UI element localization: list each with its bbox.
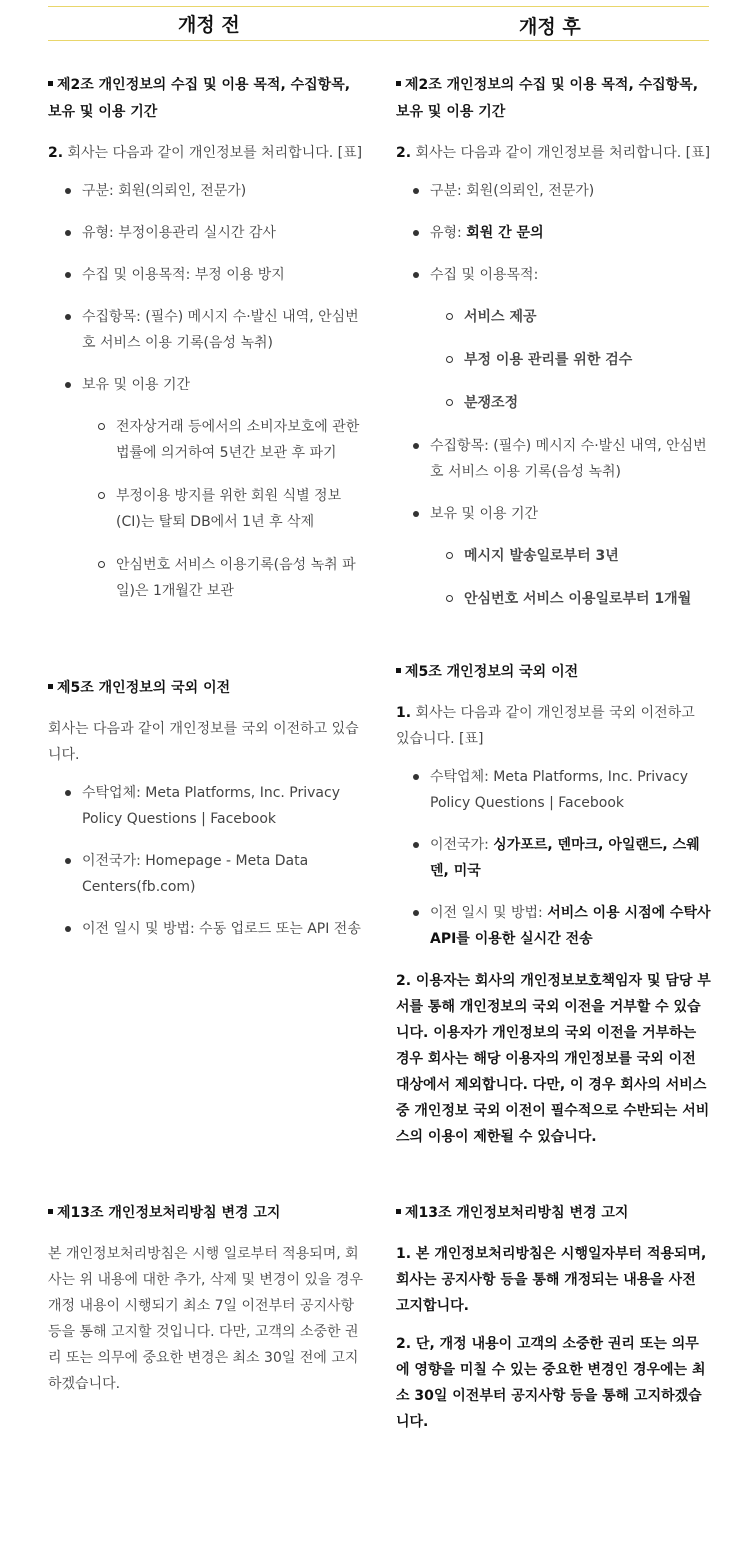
- paragraph-2: 2. 회사는 다음과 같이 개인정보를 처리합니다. [표]: [48, 145, 363, 161]
- sublist-item: 전자상거래 등에서의 소비자보호에 관한 법률에 의거하여 5년간 보관 후 파기: [116, 414, 363, 466]
- header-before: 개정 전: [178, 14, 240, 36]
- square-bullet-icon: [48, 684, 53, 689]
- sublist-purpose: [430, 304, 711, 416]
- square-bullet-icon: [396, 81, 401, 86]
- header-after: 개정 후: [519, 16, 581, 38]
- square-bullet-icon: [48, 81, 53, 86]
- list-item: 구분: 회원(의뢰인, 전문가): [82, 178, 363, 204]
- list-article-5: [396, 764, 711, 952]
- square-bullet-icon: [396, 1209, 401, 1214]
- paragraph-transfer-1: 1. 회사는 다음과 같이 개인정보를 국외 이전하고 있습니다. [표]: [396, 705, 695, 747]
- list-article-2: [48, 178, 363, 604]
- paragraph-transfer-2: 2. 이용자는 회사의 개인정보보호책임자 및 담당 부서를 통해 개인정보의 국외 이전을 거부할 수 있습니다. 이용자가 개인정보의 국외 이전을 거부하는 경우 회사는 해당 이용자의 개인정보를 국외 이전 대상에서 제외합니다. 다만, 이 경우 회사의 서비스 중 개인정보 국외 이전이 필수적으로 수반되는 서비스의 이용이 제한될 수 있습니다.: [396, 973, 711, 1145]
- column-before: [48, 72, 363, 1409]
- section-title-article-13: 제13조 개인정보처리방침 변경 고지: [396, 1200, 711, 1227]
- header-bottom-rule: [48, 40, 709, 41]
- paragraph-transfer: 회사는 다음과 같이 개인정보를 국외 이전하고 있습니다.: [48, 721, 359, 763]
- sublist-item: 서비스 제공: [464, 304, 711, 330]
- list-article-2: [396, 178, 711, 612]
- list-item: 수탁업체: Meta Platforms, Inc. Privacy Policy Questions | Facebook: [430, 764, 711, 816]
- sublist-item: 안심번호 서비스 이용기록(음성 녹취 파일)은 1개월간 보관: [116, 552, 363, 604]
- paragraph-2: 2. 회사는 다음과 같이 개인정보를 처리합니다. [표]: [396, 145, 711, 161]
- list-item-retention: 보유 및 이용 기간 메시지 발송일로부터 3년 안심번호 서비스 이용일로부터 1개월: [430, 501, 711, 612]
- list-item: 수탁업체: Meta Platforms, Inc. Privacy Policy Questions | Facebook: [82, 780, 363, 832]
- list-item-purpose: 수집 및 이용목적: 서비스 제공 부정 이용 관리를 위한 검수 분쟁조정: [430, 262, 711, 416]
- header-top-rule: [48, 6, 709, 7]
- list-item: 이전 일시 및 방법: 수동 업로드 또는 API 전송: [82, 916, 363, 942]
- list-article-5: [48, 780, 363, 942]
- sublist-item: 부정이용 방지를 위한 회원 식별 정보(CI)는 탈퇴 DB에서 1년 후 삭제: [116, 483, 363, 535]
- list-item: 수집항목: (필수) 메시지 수·발신 내역, 안심번호 서비스 이용 기록(음성 녹취): [430, 433, 711, 485]
- section-title-article-2: 제2조 개인정보의 수집 및 이용 목적, 수집항목, 보유 및 이용 기간: [48, 77, 351, 120]
- paragraph-notice-2: 2. 단, 개정 내용이 고객의 소중한 권리 또는 의무에 영향을 미칠 수 있는 중요한 변경인 경우에는 최소 30일 이전부터 공지사항 등을 통해 고지하겠습니다.: [396, 1336, 706, 1430]
- square-bullet-icon: [48, 1209, 53, 1214]
- sublist-item: 메시지 발송일로부터 3년: [464, 543, 711, 569]
- square-bullet-icon: [396, 668, 401, 673]
- paragraph-notice-1: 1. 본 개인정보처리방침은 시행일자부터 적용되며, 회사는 공지사항 등을 통해 개정되는 내용을 사전 고지합니다.: [396, 1246, 707, 1314]
- list-item: 수집항목: (필수) 메시지 수·발신 내역, 안심번호 서비스 이용 기록(음성 녹취): [82, 304, 363, 356]
- list-item: 이전국가: 싱가포르, 덴마크, 아일랜드, 스웨덴, 미국: [430, 832, 711, 884]
- section-title-article-5: 제5조 개인정보의 국외 이전: [48, 675, 363, 702]
- list-item: 구분: 회원(의뢰인, 전문가): [430, 178, 711, 204]
- sublist-retention: [430, 543, 711, 612]
- paragraph-notice: 본 개인정보처리방침은 시행 일로부터 적용되며, 회사는 위 내용에 대한 추가, 삭제 및 변경이 있을 경우 개정 내용이 시행되기 최소 7일 이전부터 공지사항 등을 통해 고지할 것입니다. 다만, 고객의 소중한 권리 또는 의무에 중요한 변경은 최소 30일 전에 고지하겠습니다.: [48, 1246, 363, 1392]
- column-after: [396, 72, 711, 1447]
- list-item: 수집 및 이용목적: 부정 이용 방지: [82, 262, 363, 288]
- section-title-article-5: 제5조 개인정보의 국외 이전: [396, 659, 711, 686]
- list-item: 이전 일시 및 방법: 서비스 이용 시점에 수탁사 API를 이용한 실시간 전송: [430, 900, 711, 952]
- list-item: 이전국가: Homepage - Meta Data Centers(fb.com): [82, 848, 363, 900]
- sublist-item: 안심번호 서비스 이용일로부터 1개월: [464, 586, 711, 612]
- section-title-article-2: 제2조 개인정보의 수집 및 이용 목적, 수집항목, 보유 및 이용 기간: [396, 77, 699, 120]
- list-item: 유형: 부정이용관리 실시간 감사: [82, 220, 363, 246]
- sublist-retention: [82, 414, 363, 604]
- list-item-retention: 보유 및 이용 기간 전자상거래 등에서의 소비자보호에 관한 법률에 의거하여 5년간 보관 후 파기 부정이용 방지를 위한 회원 식별 정보(CI)는 탈퇴 DB에서 1년 후 삭제 안심번호 서비스 이용기록(음성 녹취 파일)은 1개월간 보관: [82, 372, 363, 604]
- sublist-item: 분쟁조정: [464, 390, 711, 416]
- list-item: 유형: 회원 간 문의: [430, 220, 711, 246]
- sublist-item: 부정 이용 관리를 위한 검수: [464, 347, 711, 373]
- section-title-article-13: 제13조 개인정보처리방침 변경 고지: [48, 1200, 363, 1227]
